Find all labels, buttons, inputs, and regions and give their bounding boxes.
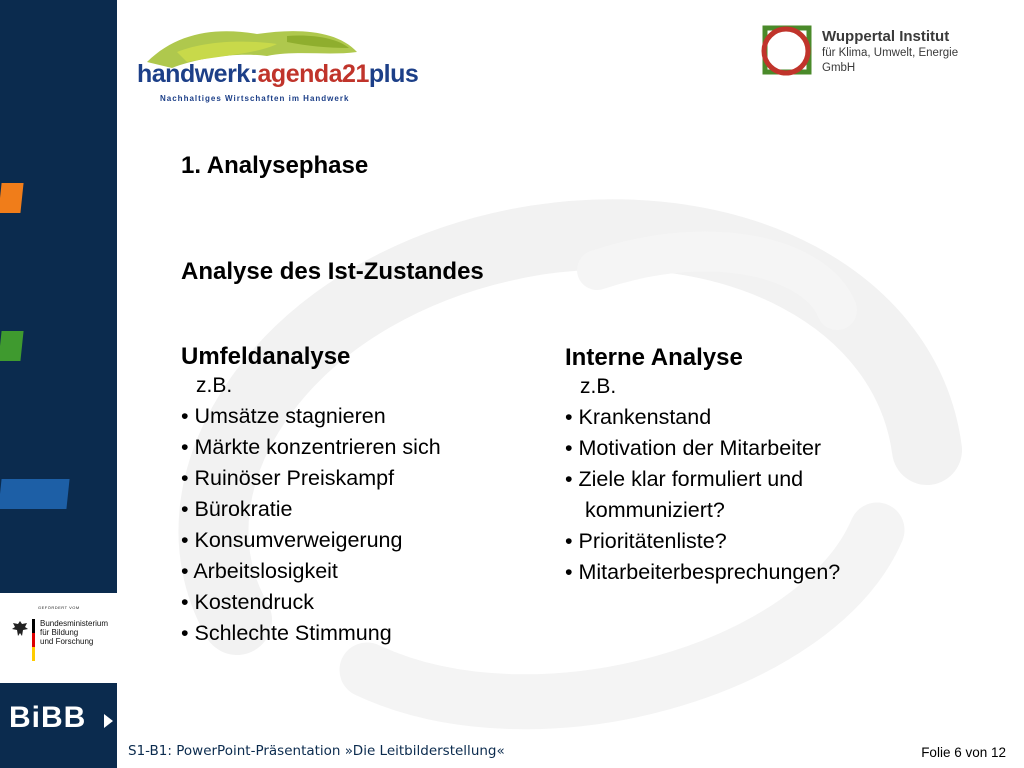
list-item: • Konsumverweigerung [181, 528, 403, 552]
slide-subheading: Analyse des Ist-Zustandes [181, 258, 484, 285]
footer-title: S1-B1: PowerPoint-Präsentation »Die Leitbilderstellung« [128, 743, 505, 759]
list-item: • Kostendruck [181, 590, 315, 614]
list-item: • Mitarbeiterbesprechungen? [565, 560, 841, 584]
internal-title: Interne Analyse [565, 344, 743, 371]
wuppertal-mark-icon [760, 25, 812, 77]
internal-analysis-column [565, 344, 840, 588]
bibb-triangle-icon [104, 714, 113, 728]
umfeld-title: Umfeldanalyse [181, 343, 351, 370]
blue-stripe [0, 479, 70, 509]
handwerk-logo-subtitle: Nachhaltiges Wirtschaften im Handwerk [160, 94, 350, 103]
bibb-logo [0, 683, 117, 768]
list-item: • Schlechte Stimmung [181, 621, 392, 645]
wuppertal-logo-text: Wuppertal Institut für Klima, Umwelt, Energie GmbH [822, 28, 959, 74]
list-item: • Ziele klar formuliert und [565, 467, 804, 491]
list-item: • Krankenstand [565, 405, 712, 429]
green-stripe [0, 331, 24, 361]
list-item: • Prioritätenliste? [565, 529, 727, 553]
list-item: • Ruinöser Preiskampf [181, 466, 395, 490]
umfeld-analysis-column [181, 343, 441, 649]
umfeld-zb: z.B. [196, 374, 233, 397]
internal-zb: z.B. [580, 375, 617, 398]
bmbf-logo [0, 593, 117, 683]
list-item: • Umsätze stagnieren [181, 404, 386, 428]
list-item-continuation: kommuniziert? [585, 498, 725, 522]
list-item: • Bürokratie [181, 497, 293, 521]
flag-bar [32, 619, 35, 661]
list-item: • Märkte konzentrieren sich [181, 435, 441, 459]
handwerk-logo-text: handwerk:agenda21plus [137, 60, 419, 88]
ministry-name: Bundesministerium für Bildung und Forschung [40, 619, 109, 646]
list-item: • Motivation der Mitarbeiter [565, 436, 822, 460]
eagle-icon [11, 620, 29, 638]
bibb-logo-text: BiBB [9, 701, 87, 734]
orange-stripe [0, 183, 24, 213]
slide-heading: 1. Analysephase [181, 152, 369, 179]
sidebar-band [0, 0, 117, 593]
slide-number: Folie 6 von 12 [921, 745, 1006, 760]
list-item: • Arbeitslosigkeit [181, 559, 338, 583]
bmbf-header: GEFÖRDERT VOM [38, 605, 80, 610]
